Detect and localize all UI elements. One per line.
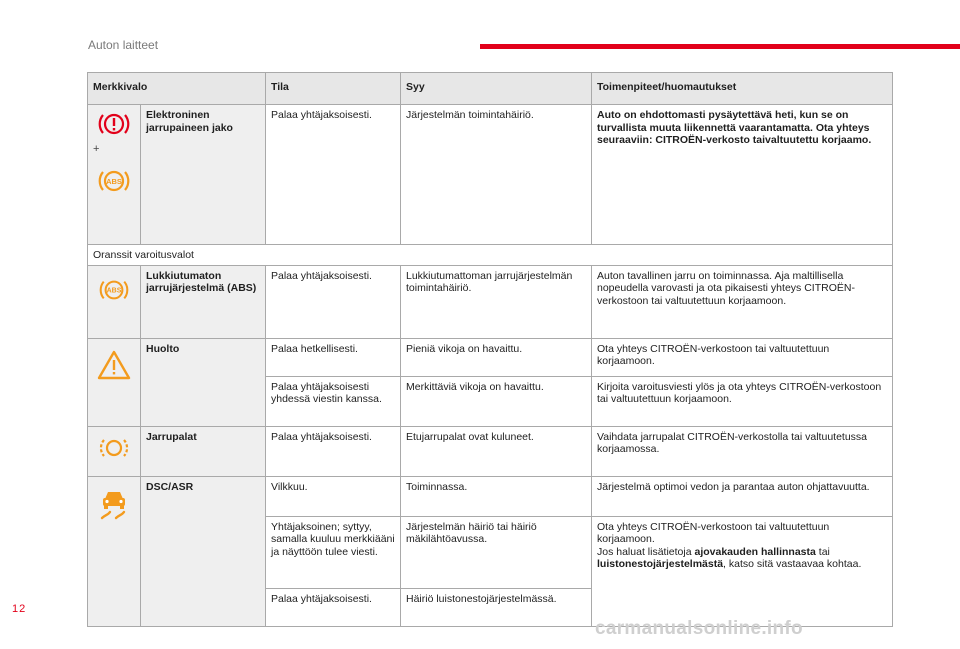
plus-sign: + (93, 143, 100, 155)
section-heading: Oranssit varoitusvalot (88, 245, 893, 266)
state-cell: Vilkkuu. (266, 476, 401, 516)
state-cell: Palaa yhtäjaksoisesti. (266, 588, 401, 626)
light-name: Huolto (141, 338, 266, 426)
column-header-syy: Syy (401, 73, 592, 105)
icon-cell (88, 105, 141, 245)
state-cell: Palaa yhtäjaksoisesti. (266, 105, 401, 245)
table-row (88, 338, 893, 376)
table-row (88, 105, 893, 245)
icon-cell (88, 476, 141, 626)
action-text: tai (818, 545, 830, 558)
column-header-tila: Tila (266, 73, 401, 105)
cause-cell: Häiriö luistonestojärjestelmässä. (401, 588, 592, 626)
cause-cell: Järjestelmän toimintahäiriö. (401, 105, 592, 245)
icon-cell (88, 426, 141, 476)
section-row (88, 245, 893, 266)
table-row (88, 426, 893, 476)
light-name: Lukkiutumaton jarrujärjestelmä (ABS) (141, 265, 266, 338)
action-text-bold: ajovakauden hallinnasta (694, 545, 816, 558)
brake-warning-icon (93, 109, 135, 139)
light-name: DSC/ASR (141, 476, 266, 626)
table-row (88, 265, 893, 338)
cause-cell: Toiminnassa. (401, 476, 592, 516)
abs-icon (93, 276, 135, 304)
warning-triangle-icon (93, 349, 135, 381)
icon-cell (88, 338, 141, 426)
page-number: 12 (12, 603, 27, 615)
action-text: Jos haluat lisätietoja (597, 545, 692, 558)
column-header-merkkivalo: Merkkivalo (88, 73, 266, 105)
cause-cell: Merkittäviä vikoja on havaittu. (401, 376, 592, 426)
state-cell: Palaa yhtäjaksoisesti. (266, 426, 401, 476)
cause-cell: Pieniä vikoja on havaittu. (401, 338, 592, 376)
skidding-car-icon (93, 485, 135, 521)
cause-cell: Etujarrupalat ovat kuluneet. (401, 426, 592, 476)
abs-icon (93, 166, 135, 196)
action-cell: Järjestelmä optimoi vedon ja parantaa auton ohjattavuutta. (592, 476, 893, 516)
cause-cell: Lukkiutumattoman jarrujärjestelmän toimintahäiriö. (401, 265, 592, 338)
brake-pads-icon (93, 435, 135, 461)
state-cell: Palaa hetkellisesti. (266, 338, 401, 376)
column-header-toimenpiteet: Toimenpiteet/huomautukset (592, 73, 893, 105)
svg-text:ABS: ABS (106, 176, 122, 186)
state-cell: Yhtäjaksoinen; syttyy, samalla kuuluu merkkiääni ja näyttöön tulee viesti. (266, 516, 401, 588)
action-cell: Ota yhteys CITROËN-verkostoon tai valtuutettuun korjaamoon. (592, 338, 893, 376)
svg-text:ABS: ABS (106, 287, 122, 295)
action-cell: Auton tavallinen jarru on toiminnassa. Aja maltillisella nopeudella varovasti ja ota pikaisesti yhteys CITROËN-verkostoon tai valtuutettuun korjaamoon. (592, 265, 893, 338)
table-header-row (88, 73, 893, 105)
light-name: Jarrupalat (141, 426, 266, 476)
action-cell: Vaihdata jarrupalat CITROËN-verkostolla tai valtuutetussa korjaamossa. (592, 426, 893, 476)
table-row (88, 476, 893, 516)
action-text: , katso sitä vastaavaa kohtaa. (723, 558, 862, 570)
warning-lights-table (87, 72, 893, 627)
watermark: carmanualsonline.info (595, 618, 803, 639)
action-text: Ota yhteys CITROËN-verkostoon tai valtuutettuun korjaamoon. (597, 520, 830, 545)
section-title: Auton laitteet (88, 38, 159, 52)
header-accent-bar (480, 44, 960, 49)
light-name: Elektroninen jarrupaineen jako (141, 105, 266, 245)
icon-cell (88, 265, 141, 338)
state-cell: Palaa yhtäjaksoisesti yhdessä viestin kanssa. (266, 376, 401, 426)
cause-cell: Järjestelmän häiriö tai häiriö mäkilähtöavussa. (401, 516, 592, 588)
state-cell: Palaa yhtäjaksoisesti. (266, 265, 401, 338)
action-cell (592, 516, 893, 626)
action-cell: Kirjoita varoitusviesti ylös ja ota yhteys CITROËN-verkostoon tai valtuutettuun korjaamoon. (592, 376, 893, 426)
action-cell: Auto on ehdottomasti pysäytettävä heti, kun se on turvallista muuta liikennettä vaarantamatta. Ota yhteys seuraaviin: CITROËN-verkosto taivaltuutettu korjaamo. (592, 105, 893, 245)
action-text-bold: luistonestojärjestelmästä (597, 558, 724, 570)
